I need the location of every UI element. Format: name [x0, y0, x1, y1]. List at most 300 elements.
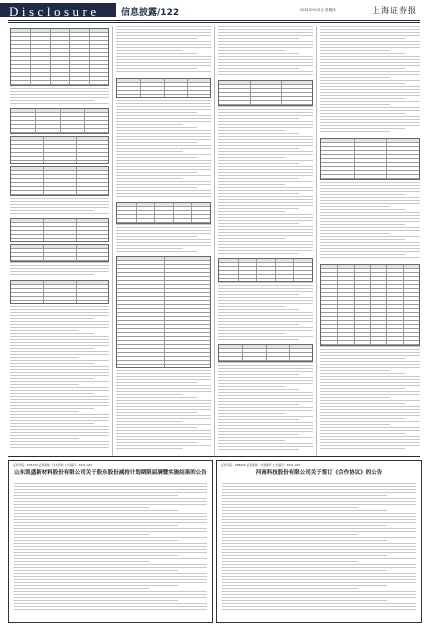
text-line — [10, 432, 109, 433]
header-rule — [8, 20, 420, 21]
text-line — [218, 175, 313, 176]
article-column-4 — [320, 26, 420, 454]
text-line — [320, 346, 420, 347]
text-line — [10, 342, 109, 343]
text-line — [14, 591, 207, 592]
text-line — [14, 516, 207, 517]
table-row — [11, 301, 108, 304]
issue-date: 2021年9月2日 星期四 — [300, 8, 336, 12]
text-line — [218, 106, 313, 107]
text-line — [10, 274, 94, 275]
text-line — [10, 324, 109, 325]
text-line — [14, 564, 207, 565]
text-line — [222, 606, 416, 607]
text-line — [116, 26, 211, 27]
text-line — [14, 609, 207, 610]
text-line — [116, 236, 197, 237]
text-line — [222, 513, 416, 514]
text-line — [218, 115, 313, 116]
text-line — [218, 139, 313, 140]
text-line — [320, 400, 420, 401]
text-line — [320, 98, 405, 99]
text-line — [116, 62, 211, 63]
paper-name: 上海证券报 — [372, 6, 417, 15]
text-line — [14, 561, 149, 562]
text-line — [14, 546, 207, 547]
text-line — [320, 424, 390, 425]
text-line — [218, 118, 299, 119]
text-line — [10, 393, 94, 394]
text-line — [218, 449, 299, 450]
text-line — [14, 606, 207, 607]
text-line — [218, 169, 313, 170]
text-line — [10, 411, 79, 412]
text-line — [10, 399, 109, 400]
text-line — [222, 516, 416, 517]
body-text-block — [10, 262, 109, 278]
ad-title: 河南科技股份有限公司关于签订《合作协议》的公告 — [255, 470, 383, 476]
text-line — [320, 77, 390, 78]
ad-body — [14, 483, 207, 618]
text-line — [14, 594, 207, 595]
text-line — [218, 244, 313, 245]
text-line — [320, 406, 420, 407]
text-line — [116, 181, 211, 182]
text-line — [320, 182, 420, 183]
column-divider — [214, 26, 215, 456]
data-table — [10, 280, 109, 304]
text-line — [10, 396, 109, 397]
text-line — [116, 385, 211, 386]
text-line — [218, 380, 313, 381]
text-line — [218, 386, 285, 387]
text-line — [320, 379, 420, 380]
text-line — [218, 214, 313, 215]
text-line — [320, 349, 420, 350]
text-line — [320, 35, 420, 36]
text-line — [10, 408, 94, 409]
text-line — [10, 384, 79, 385]
text-line — [116, 436, 211, 437]
text-line — [10, 435, 109, 436]
text-line — [116, 388, 211, 389]
text-line — [222, 483, 416, 484]
data-table — [10, 136, 109, 164]
text-line — [218, 446, 313, 447]
text-line — [14, 600, 178, 601]
text-line — [218, 211, 285, 212]
body-text-block — [10, 198, 109, 216]
text-line — [116, 160, 211, 161]
table-row — [11, 161, 108, 164]
data-table — [116, 78, 211, 98]
text-line — [218, 374, 299, 375]
text-line — [116, 109, 211, 110]
text-line — [218, 238, 285, 239]
text-line — [320, 68, 405, 69]
text-line — [222, 498, 416, 499]
text-line — [218, 190, 313, 191]
text-line — [116, 224, 211, 225]
text-line — [320, 382, 420, 383]
text-line — [14, 489, 207, 490]
text-line — [10, 265, 109, 266]
text-line — [218, 431, 313, 432]
article-column-2 — [116, 26, 211, 454]
text-line — [116, 424, 211, 425]
text-line — [320, 224, 405, 225]
text-line — [10, 348, 94, 349]
data-table — [320, 138, 420, 180]
text-line — [320, 361, 420, 362]
text-line — [116, 376, 211, 377]
body-text-block — [116, 224, 211, 254]
text-line — [222, 552, 416, 553]
text-line — [10, 363, 94, 364]
text-line — [14, 531, 207, 532]
text-line — [116, 133, 211, 134]
text-line — [14, 573, 207, 574]
text-line — [320, 194, 405, 195]
text-line — [116, 439, 211, 440]
text-line — [10, 375, 109, 376]
text-line — [218, 235, 313, 236]
data-table — [218, 344, 313, 362]
text-line — [320, 448, 405, 449]
text-line — [10, 318, 94, 319]
text-line — [14, 582, 207, 583]
text-line — [116, 230, 211, 231]
body-text-block — [10, 306, 109, 452]
text-line — [116, 68, 197, 69]
header-rule-thin — [8, 22, 420, 23]
text-line — [10, 390, 109, 391]
text-line — [320, 59, 420, 60]
text-line — [10, 201, 109, 202]
text-line — [222, 537, 416, 538]
text-line — [218, 217, 313, 218]
text-line — [222, 582, 416, 583]
text-line — [320, 122, 420, 123]
text-line — [14, 486, 207, 487]
ad-code-line: 证券代码：688009 证券简称：中国通号 公告编号：2021-029 — [221, 463, 301, 467]
text-line — [222, 525, 387, 526]
text-line — [218, 62, 313, 63]
text-line — [10, 357, 79, 358]
body-text-block — [320, 182, 420, 262]
text-line — [218, 294, 299, 295]
text-line — [218, 401, 313, 402]
text-line — [320, 352, 420, 353]
text-line — [222, 561, 358, 562]
text-line — [116, 124, 183, 125]
text-line — [218, 440, 285, 441]
text-line — [10, 88, 109, 89]
text-line — [116, 32, 211, 33]
text-line — [218, 29, 313, 30]
announcement-ad-left — [8, 460, 213, 623]
text-line — [320, 101, 420, 102]
text-line — [320, 71, 420, 72]
text-line — [222, 546, 416, 547]
text-line — [116, 412, 197, 413]
data-table — [116, 256, 211, 368]
text-line — [320, 119, 420, 120]
text-line — [320, 388, 405, 389]
text-line — [116, 184, 211, 185]
text-line — [116, 136, 211, 137]
text-line — [320, 89, 420, 90]
body-text-block — [320, 26, 420, 136]
text-line — [116, 251, 197, 252]
text-line — [218, 434, 299, 435]
text-line — [218, 151, 313, 152]
data-table — [218, 258, 313, 282]
data-table — [116, 202, 211, 224]
text-line — [320, 203, 420, 204]
text-line — [218, 416, 313, 417]
text-line — [218, 220, 313, 221]
text-line — [320, 245, 420, 246]
text-line — [218, 154, 313, 155]
text-line — [320, 248, 420, 249]
text-line — [14, 513, 207, 514]
body-text-block — [116, 370, 211, 452]
table-row — [321, 179, 419, 180]
text-line — [218, 389, 299, 390]
text-line — [320, 215, 420, 216]
text-line — [116, 175, 211, 176]
text-line — [320, 41, 420, 42]
text-line — [320, 74, 420, 75]
text-line — [116, 172, 197, 173]
text-line — [116, 382, 197, 383]
text-line — [116, 47, 211, 48]
brand-text: Disclosure — [9, 4, 100, 19]
text-line — [14, 510, 178, 511]
text-line — [218, 422, 313, 423]
text-line — [116, 169, 211, 170]
text-line — [10, 441, 109, 442]
text-line — [116, 38, 197, 39]
text-line — [218, 181, 313, 182]
text-line — [218, 339, 299, 340]
body-text-block — [222, 483, 416, 613]
text-line — [320, 221, 420, 222]
text-line — [116, 130, 211, 131]
section-title — [121, 5, 179, 18]
text-line — [320, 44, 420, 45]
text-line — [218, 321, 313, 322]
text-line — [218, 398, 313, 399]
data-table — [10, 244, 109, 262]
text-line — [218, 166, 313, 167]
text-line — [116, 118, 211, 119]
text-line — [116, 157, 197, 158]
text-line — [218, 109, 313, 110]
text-line — [10, 369, 109, 370]
text-line — [218, 330, 313, 331]
text-line — [222, 540, 387, 541]
text-line — [218, 241, 313, 242]
text-line — [116, 41, 211, 42]
text-line — [320, 206, 390, 207]
text-line — [218, 318, 313, 319]
text-line — [218, 428, 313, 429]
text-line — [14, 552, 207, 553]
text-line — [222, 585, 387, 586]
text-line — [116, 370, 211, 371]
text-line — [320, 236, 420, 237]
text-line — [320, 128, 405, 129]
text-line — [320, 53, 405, 54]
column-divider — [316, 26, 317, 456]
text-line — [10, 268, 109, 269]
text-line — [116, 145, 211, 146]
text-line — [320, 116, 420, 117]
text-line — [10, 447, 109, 448]
text-line — [116, 193, 211, 194]
text-line — [320, 95, 420, 96]
text-line — [218, 324, 299, 325]
text-line — [222, 501, 416, 502]
text-line — [116, 242, 211, 243]
text-line — [116, 233, 211, 234]
text-line — [320, 373, 405, 374]
text-line — [320, 32, 420, 33]
text-line — [222, 570, 387, 571]
text-line — [218, 53, 299, 54]
text-line — [320, 409, 420, 410]
text-line — [218, 145, 313, 146]
text-line — [320, 415, 420, 416]
text-line — [218, 205, 313, 206]
text-line — [116, 106, 211, 107]
text-line — [14, 558, 207, 559]
text-line — [320, 188, 420, 189]
text-line — [10, 426, 109, 427]
text-line — [10, 336, 109, 337]
text-line — [116, 445, 211, 446]
text-line — [218, 300, 313, 301]
table-row — [11, 133, 108, 134]
text-line — [218, 297, 313, 298]
text-line — [116, 442, 197, 443]
text-line — [320, 227, 420, 228]
text-line — [10, 381, 109, 382]
text-line — [320, 364, 420, 365]
text-line — [320, 421, 420, 422]
text-line — [10, 438, 79, 439]
text-line — [218, 44, 313, 45]
text-line — [320, 436, 420, 437]
text-line — [320, 403, 405, 404]
body-text-block — [320, 346, 420, 452]
text-line — [222, 495, 387, 496]
text-line — [10, 94, 109, 95]
text-line — [218, 282, 313, 283]
text-line — [222, 609, 416, 610]
text-line — [10, 271, 109, 272]
text-line — [14, 483, 207, 484]
data-table — [10, 166, 109, 196]
text-line — [14, 528, 207, 529]
table-row — [11, 195, 108, 196]
text-line — [14, 576, 207, 577]
text-line — [218, 392, 313, 393]
text-line — [14, 555, 178, 556]
text-line — [320, 242, 420, 243]
text-line — [218, 47, 313, 48]
text-line — [116, 139, 211, 140]
text-line — [320, 412, 420, 413]
text-line — [10, 360, 109, 361]
text-line — [218, 315, 313, 316]
text-line — [222, 573, 416, 574]
text-line — [116, 100, 211, 101]
text-line — [218, 247, 313, 248]
text-line — [222, 555, 387, 556]
text-line — [222, 588, 358, 589]
text-line — [222, 531, 416, 532]
text-line — [320, 80, 420, 81]
text-line — [14, 537, 207, 538]
text-line — [218, 172, 313, 173]
text-line — [222, 528, 416, 529]
text-line — [116, 56, 211, 57]
text-line — [320, 104, 390, 105]
text-line — [218, 38, 299, 39]
text-line — [320, 83, 405, 84]
text-line — [222, 507, 358, 508]
text-line — [116, 397, 197, 398]
section-name: 信息披露 — [121, 8, 158, 18]
text-line — [10, 372, 109, 373]
text-line — [116, 430, 211, 431]
text-line — [222, 567, 416, 568]
text-line — [218, 184, 285, 185]
text-line — [14, 504, 207, 505]
text-line — [10, 378, 94, 379]
text-line — [10, 312, 109, 313]
text-line — [116, 196, 211, 197]
text-line — [116, 239, 211, 240]
text-line — [222, 543, 416, 544]
text-line — [116, 154, 211, 155]
text-line — [116, 403, 211, 404]
text-line — [116, 112, 197, 113]
text-line — [116, 391, 211, 392]
text-line — [218, 148, 299, 149]
text-line — [218, 160, 313, 161]
text-line — [10, 417, 109, 418]
text-line — [218, 121, 313, 122]
text-line — [14, 534, 149, 535]
text-line — [320, 433, 405, 434]
text-line — [222, 579, 416, 580]
table-row — [11, 257, 108, 261]
text-line — [116, 433, 211, 434]
text-line — [10, 204, 109, 205]
text-line — [14, 597, 207, 598]
text-line — [218, 336, 313, 337]
text-line — [320, 62, 420, 63]
text-line — [320, 218, 420, 219]
text-line — [218, 130, 285, 131]
text-line — [14, 570, 178, 571]
announcement-ad-right — [216, 460, 422, 623]
text-line — [14, 525, 178, 526]
